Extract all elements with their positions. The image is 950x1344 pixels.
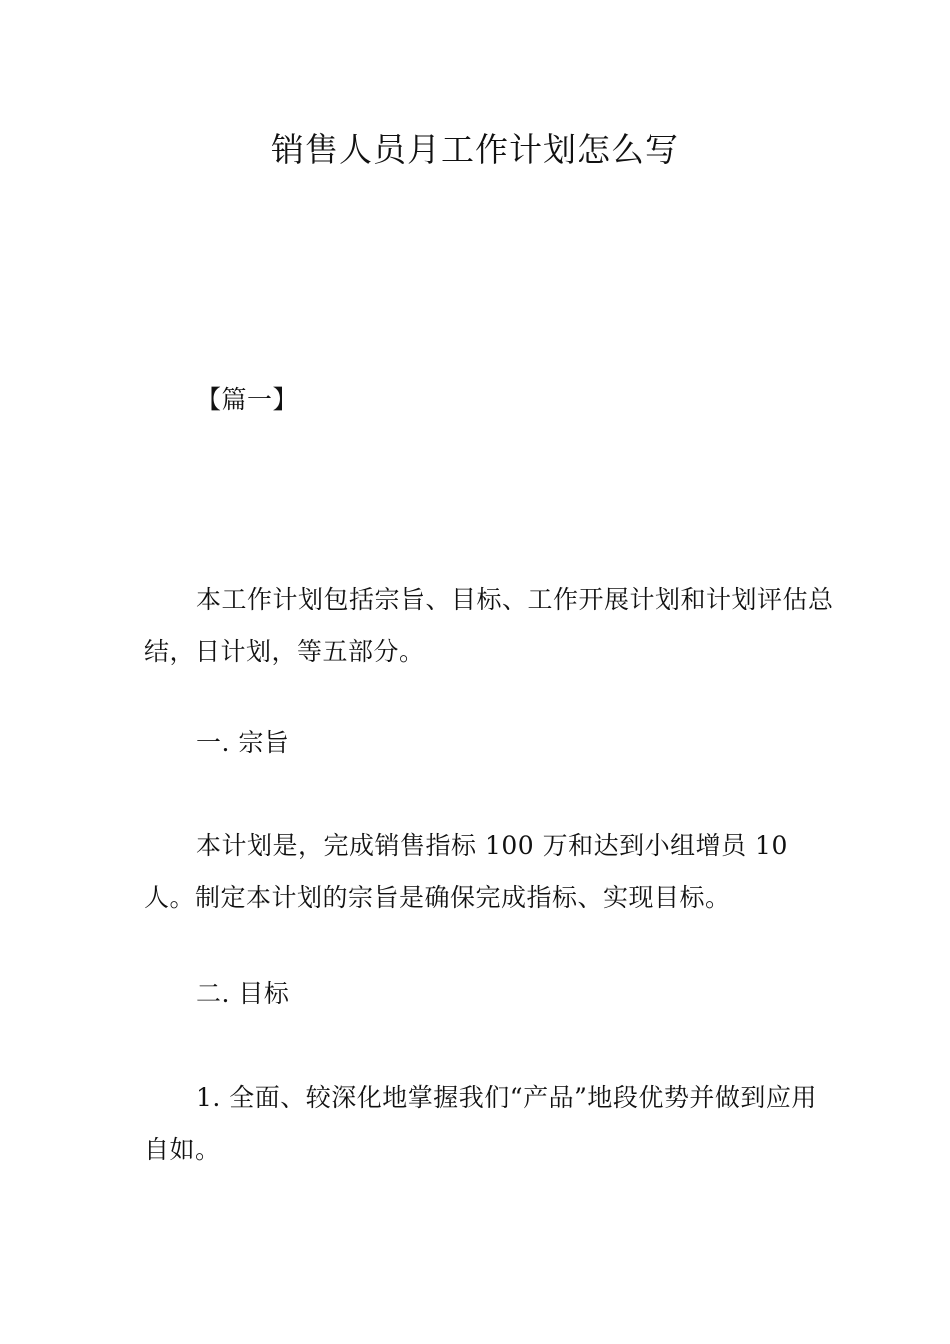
- section-label: 【篇一】: [196, 385, 299, 414]
- section-heading-goals: 二. 目标: [196, 979, 290, 1008]
- section-heading-purpose: 一. 宗旨: [196, 728, 290, 757]
- document-title: 销售人员月工作计划怎么写: [271, 130, 679, 169]
- section-body-purpose: 本计划是，完成销售指标 100 万和达到小组增员 10 人。制定本计划的宗旨是确保完成指标、实现目标。: [144, 831, 788, 912]
- section-body-goals: 1. 全面、较深化地掌握我们“产品”地段优势并做到应用自如。: [144, 1083, 817, 1164]
- intro-paragraph: 本工作计划包括宗旨、目标、工作开展计划和计划评估总结，日计划，等五部分。: [144, 585, 834, 666]
